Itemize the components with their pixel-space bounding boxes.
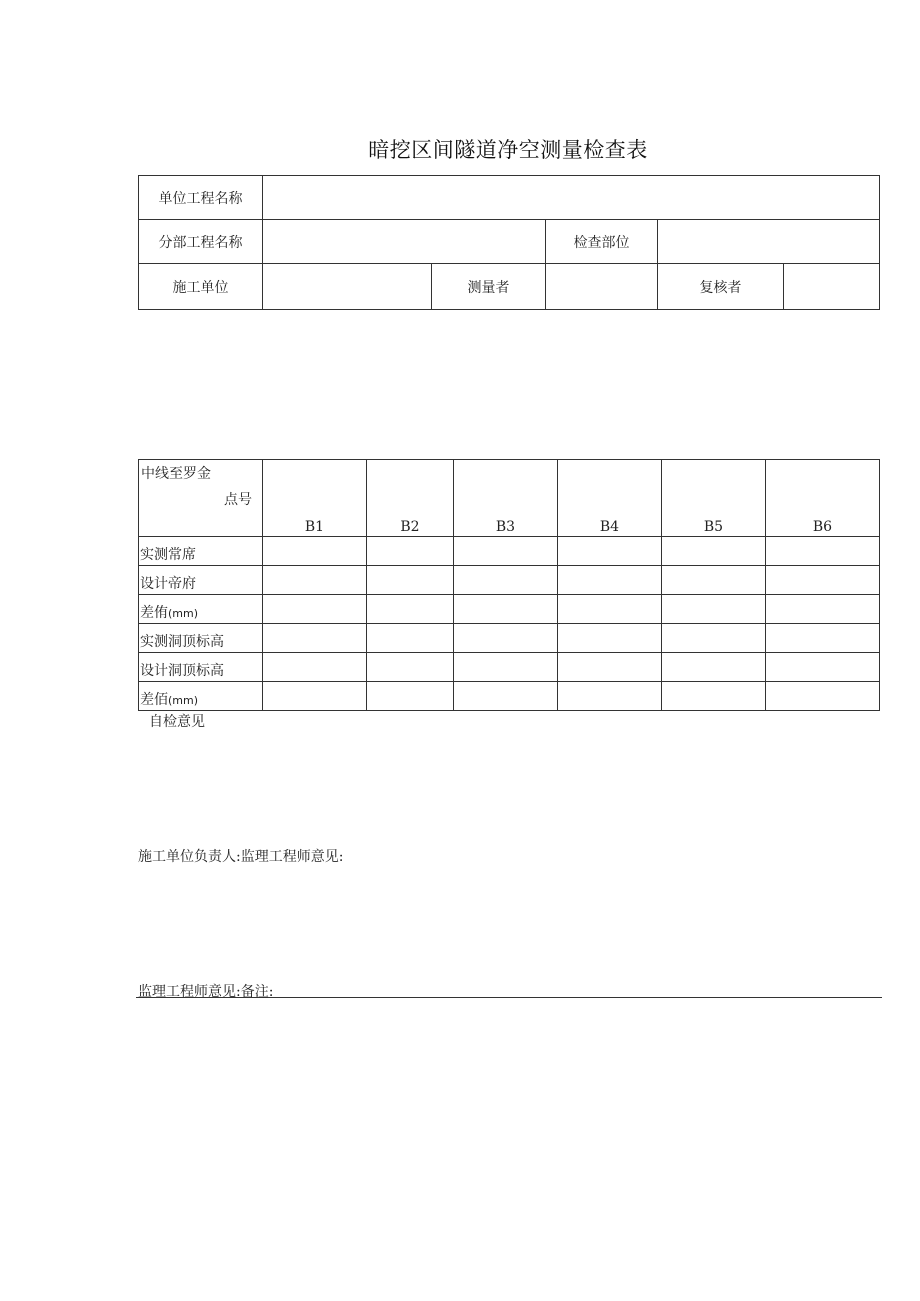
value-cell[interactable] <box>263 566 367 595</box>
point-header-b1: B1 <box>263 460 367 537</box>
reviewer-field[interactable] <box>784 264 880 310</box>
value-cell[interactable] <box>367 595 454 624</box>
value-cell[interactable] <box>766 682 880 711</box>
self-check-opinion-label: 自检意见 <box>149 714 205 730</box>
header-corner-cell <box>139 460 263 537</box>
value-cell[interactable] <box>263 537 367 566</box>
unit-project-field[interactable] <box>263 176 880 220</box>
header-bottom-label: 点号 <box>224 492 252 508</box>
value-cell[interactable] <box>662 537 766 566</box>
value-cell[interactable] <box>454 653 558 682</box>
value-cell[interactable] <box>558 566 662 595</box>
row-label: 差侑(mm) <box>139 595 263 624</box>
page-title: 暗挖区间隧道净空测量检查表 <box>368 138 648 162</box>
table-row <box>139 566 880 595</box>
value-cell[interactable] <box>367 682 454 711</box>
value-cell[interactable] <box>662 682 766 711</box>
value-cell[interactable] <box>263 624 367 653</box>
reviewer-label: 复核者 <box>658 264 784 310</box>
sub-project-field[interactable] <box>263 220 546 264</box>
table-row <box>139 653 880 682</box>
table-row <box>139 595 880 624</box>
surveyor-field[interactable] <box>546 264 658 310</box>
surveyor-label: 测量者 <box>432 264 546 310</box>
value-cell[interactable] <box>558 537 662 566</box>
value-cell[interactable] <box>454 624 558 653</box>
construction-unit-field[interactable] <box>263 264 432 310</box>
value-cell[interactable] <box>367 624 454 653</box>
row-label: 实测常席 <box>139 537 263 566</box>
header-top-label: 中线至罗金 <box>141 466 211 482</box>
unit-project-label: 单位工程名称 <box>139 176 263 220</box>
inspect-part-field[interactable] <box>658 220 880 264</box>
value-cell[interactable] <box>558 595 662 624</box>
point-header-b6: B6 <box>766 460 880 537</box>
point-header-b4: B4 <box>558 460 662 537</box>
construction-unit-label: 施工单位 <box>139 264 263 310</box>
value-cell[interactable] <box>766 595 880 624</box>
point-header-b5: B5 <box>662 460 766 537</box>
value-cell[interactable] <box>558 624 662 653</box>
value-cell[interactable] <box>263 653 367 682</box>
table-row <box>139 537 880 566</box>
row-label: 差佰(mm) <box>139 682 263 711</box>
sub-project-label: 分部工程名称 <box>139 220 263 264</box>
value-cell[interactable] <box>367 537 454 566</box>
value-cell[interactable] <box>766 566 880 595</box>
value-cell[interactable] <box>367 653 454 682</box>
value-cell[interactable] <box>662 566 766 595</box>
point-header-b3: B3 <box>454 460 558 537</box>
value-cell[interactable] <box>367 566 454 595</box>
value-cell[interactable] <box>263 682 367 711</box>
value-cell[interactable] <box>454 537 558 566</box>
table-row <box>139 624 880 653</box>
value-cell[interactable] <box>558 653 662 682</box>
project-info-table <box>138 175 880 310</box>
value-cell[interactable] <box>766 653 880 682</box>
table-row <box>139 682 880 711</box>
value-cell[interactable] <box>454 566 558 595</box>
value-cell[interactable] <box>263 595 367 624</box>
value-cell[interactable] <box>766 624 880 653</box>
bottom-divider <box>136 997 882 998</box>
value-cell[interactable] <box>454 595 558 624</box>
row-label: 实测洞顶标高 <box>139 624 263 653</box>
row-label: 设计帝府 <box>139 566 263 595</box>
value-cell[interactable] <box>558 682 662 711</box>
clearance-measurement-table <box>138 459 880 711</box>
row-label: 设计洞顶标高 <box>139 653 263 682</box>
value-cell[interactable] <box>766 537 880 566</box>
point-header-b2: B2 <box>367 460 454 537</box>
supervisor-remarks-line: 监理工程师意见:备注: <box>138 984 274 1000</box>
value-cell[interactable] <box>662 653 766 682</box>
value-cell[interactable] <box>454 682 558 711</box>
construction-lead-signoff-line: 施工单位负责人:监理工程师意见: <box>138 849 344 865</box>
inspect-part-label: 检查部位 <box>546 220 658 264</box>
value-cell[interactable] <box>662 595 766 624</box>
value-cell[interactable] <box>662 624 766 653</box>
